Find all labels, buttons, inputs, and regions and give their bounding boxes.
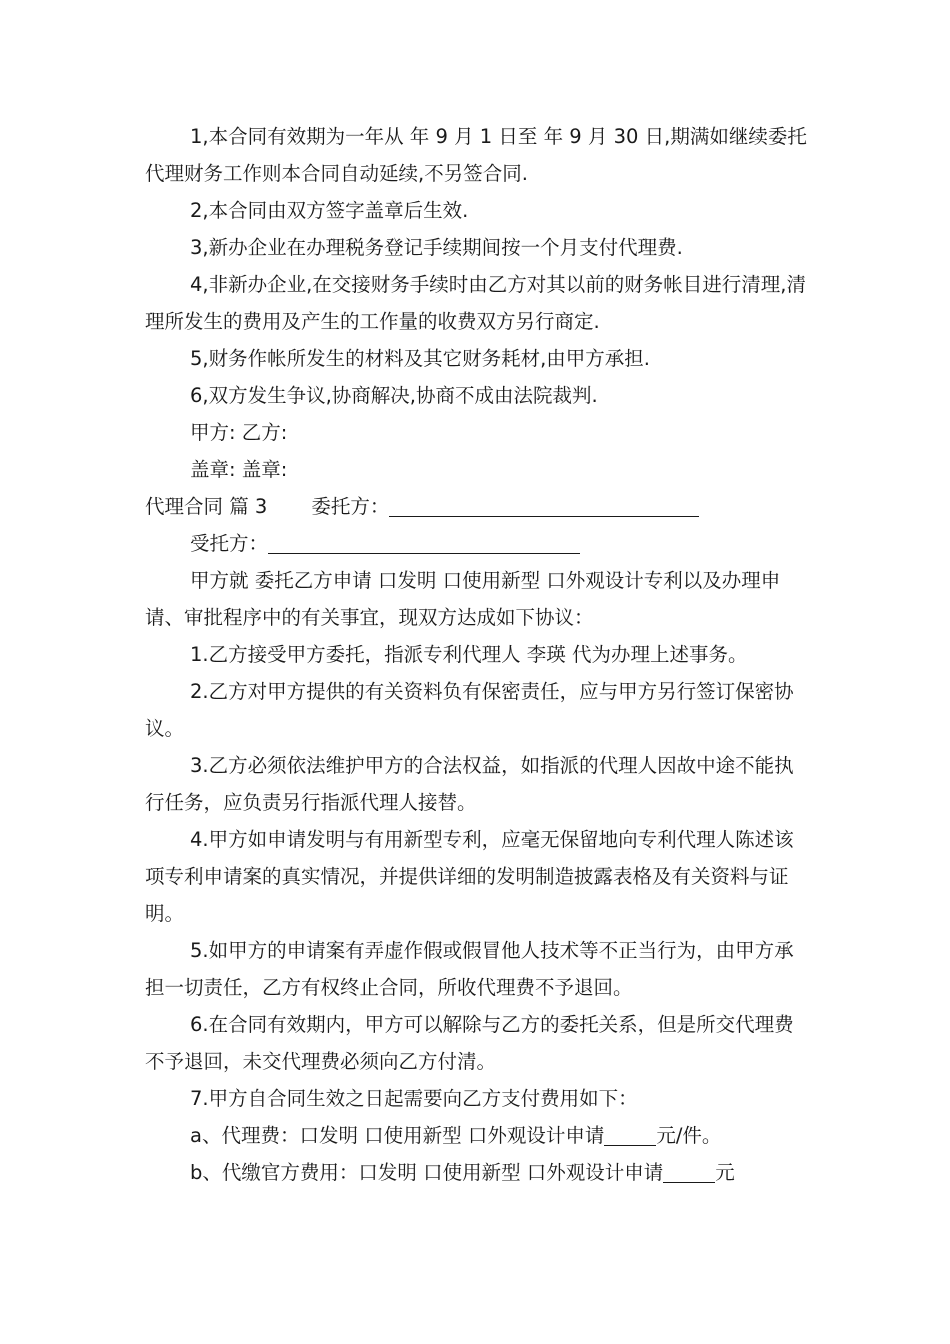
clause-4: 4.甲方如申请发明与有用新型专利，应毫无保留地向专利代理人陈述该项专利申请案的真实情况，并提供详细的发明制造披露表格及有关资料与证明。 (145, 828, 794, 925)
trustee-label: 受托方： (190, 532, 269, 555)
clause-7: 7.甲方自合同生效之日起需要向乙方支付费用如下： (190, 1087, 638, 1110)
entrust-label: 委托方： (311, 495, 390, 518)
clause-3: 3.乙方必须依法维护甲方的合法权益，如指派的代理人因故中途不能执行任务，应负责另行指派代理人接替。 (145, 754, 794, 814)
trustee-blank (268, 531, 580, 554)
fee-b-blank (663, 1160, 715, 1183)
signature-parties: 甲方: 乙方: (190, 421, 288, 444)
clause-6: 6.在合同有效期内，甲方可以解除与乙方的委托关系，但是所交代理费不予退回，未交代理费必须向乙方付清。 (145, 1013, 794, 1073)
fee-a-blank (604, 1123, 656, 1146)
clause-2: 2.乙方对甲方提供的有关资料负有保密责任，应与甲方另行签订保密协议。 (145, 680, 794, 740)
term-paragraph-4: 4,非新办企业,在交接财务手续时由乙方对其以前的财务帐目进行清理,清理所发生的费用及产生的工作量的收费双方另行商定. (145, 273, 807, 333)
fee-item-b (145, 1154, 810, 1191)
term-paragraph-3: 3,新办企业在办理税务登记手续期间按一个月支付代理费. (190, 236, 683, 259)
fee-a-text: a、代理费：口发明 口使用新型 口外观设计申请 (190, 1124, 605, 1147)
agreement-intro: 甲方就 委托乙方申请 口发明 口使用新型 口外观设计专利以及办理申请、审批程序中的有关事宜，现双方达成如下协议： (145, 569, 781, 629)
fee-b-text: b、代缴官方费用：口发明 口使用新型 口外观设计申请 (190, 1161, 664, 1184)
clause-1: 1.乙方接受甲方委托，指派专利代理人 李瑛 代为办理上述事务。 (190, 643, 748, 666)
term-paragraph-6: 6,双方发生争议,协商解决,协商不成由法院裁判. (190, 384, 598, 407)
entrust-blank (389, 494, 699, 517)
trustee-line (145, 525, 810, 562)
fee-b-unit: 元 (715, 1161, 735, 1184)
signature-seals: 盖章: 盖章: (190, 458, 288, 481)
fee-item-a (145, 1117, 810, 1154)
document-body (145, 118, 810, 1191)
clause-5: 5.如甲方的申请案有弄虚作假或假冒他人技术等不正当行为，由甲方承担一切责任，乙方有权终止合同，所收代理费不予退回。 (145, 939, 794, 999)
term-paragraph-1: 1,本合同有效期为一年从 年 9 月 1 日至 年 9 月 30 日,期满如继续委托代理财务工作则本合同自动延续,不另签合同. (145, 125, 807, 185)
fee-a-unit: 元/件。 (656, 1124, 722, 1147)
section-title-line (145, 488, 810, 525)
section-title: 代理合同 篇 3 (145, 495, 268, 518)
term-paragraph-2: 2,本合同由双方签字盖章后生效. (190, 199, 469, 222)
term-paragraph-5: 5,财务作帐所发生的材料及其它财务耗材,由甲方承担. (190, 347, 651, 370)
